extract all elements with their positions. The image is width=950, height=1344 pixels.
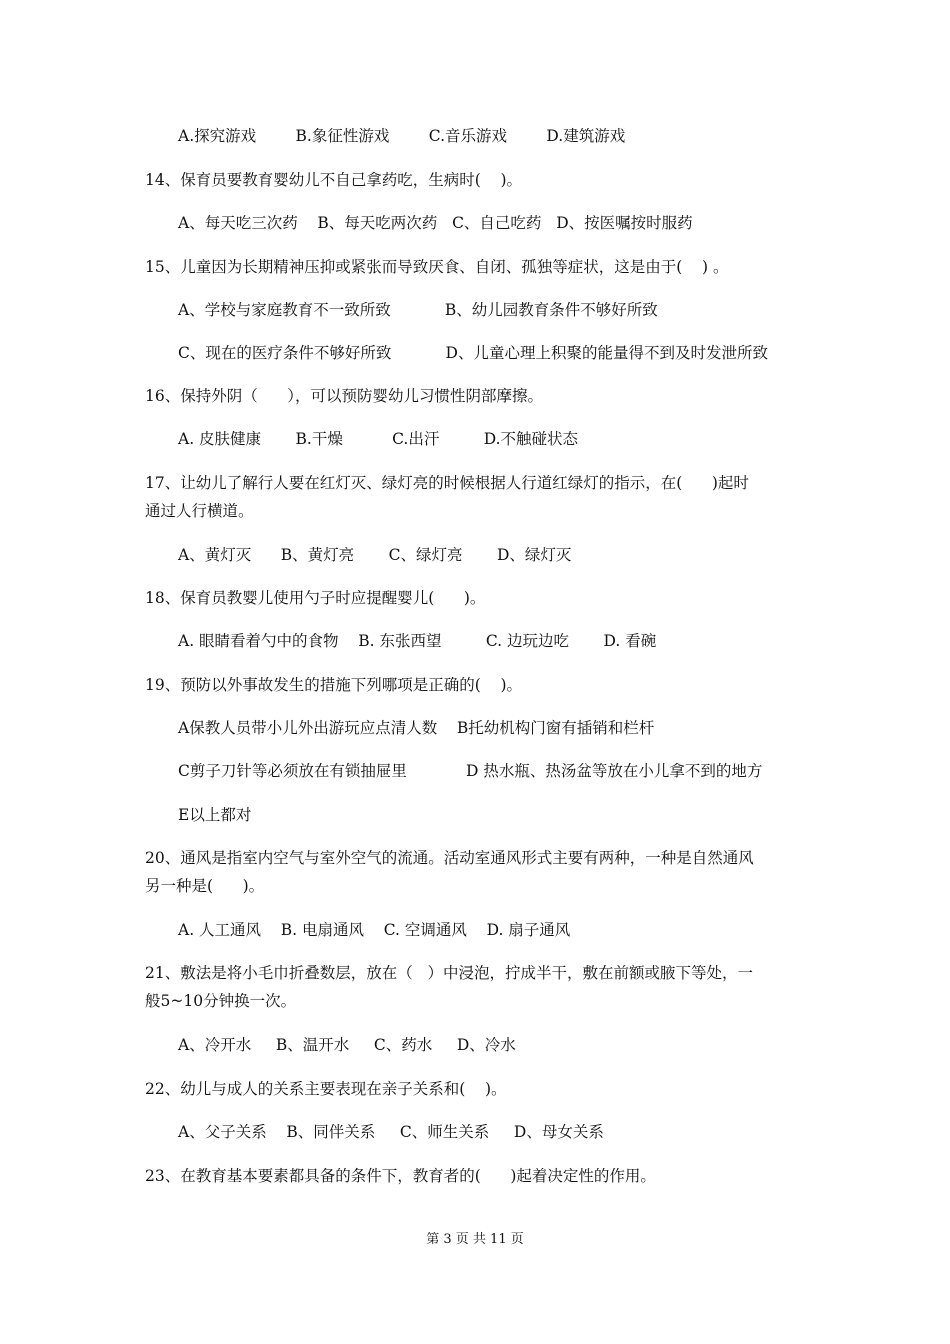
question-17-cont: 通过人行横道。	[145, 502, 254, 520]
page-footer: 第 3 页 共 11 页	[426, 1232, 524, 1247]
answer-options: E以上都对	[178, 806, 252, 824]
answer-options: A. 眼睛看着勺中的食物 B. 东张西望 C. 边玩边吃 D. 看碗	[178, 632, 657, 650]
answer-options: C、现在的医疗条件不够好所致 D、儿童心理上积聚的能量得不到及时发泄所致	[178, 344, 768, 362]
question-21: 21、敷法是将小毛巾折叠数层，放在（ ）中浸泡，拧成半干，敷在前额或腋下等处，一	[145, 964, 754, 982]
question-14: 14、保育员要教育婴幼儿不自己拿药吃，生病时( )。	[145, 171, 523, 189]
question-16: 16、保持外阴（ ），可以预防婴幼儿习惯性阴部摩擦。	[145, 387, 544, 405]
question-20-cont: 另一种是( )。	[145, 877, 265, 895]
question-15: 15、儿童因为长期精神压抑或紧张而导致厌食、自闭、孤独等症状，这是由于( ) 。	[145, 258, 729, 276]
answer-options: A、每天吃三次药 B、每天吃两次药 C、自己吃药 D、按医嘱按时服药	[178, 214, 693, 232]
answer-options: C剪子刀针等必须放在有锁抽屉里 D 热水瓶、热汤盆等放在小儿拿不到的地方	[178, 762, 763, 780]
answer-options: A. 人工通风 B. 电扇通风 C. 空调通风 D. 扇子通风	[178, 921, 571, 939]
answer-options: A保教人员带小儿外出游玩应点清人数 B托幼机构门窗有插销和栏杆	[178, 719, 655, 737]
question-22: 22、幼儿与成人的关系主要表现在亲子关系和( )。	[145, 1080, 507, 1098]
answer-options: A、黄灯灭 B、黄灯亮 C、绿灯亮 D、绿灯灭	[178, 546, 572, 564]
answer-options: A. 皮肤健康 B.干燥 C.出汗 D.不触碰状态	[178, 430, 579, 448]
answer-options: A.探究游戏 B.象征性游戏 C.音乐游戏 D.建筑游戏	[178, 127, 626, 145]
answer-options: A、父子关系 B、同伴关系 C、师生关系 D、母女关系	[178, 1123, 604, 1141]
question-17: 17、让幼儿了解行人要在红灯灭、绿灯亮的时候根据人行道红绿灯的指示，在( )起时	[145, 474, 749, 492]
question-20: 20、通风是指室内空气与室外空气的流通。活动室通风形式主要有两种，一种是自然通风	[145, 849, 754, 867]
question-18: 18、保育员教婴儿使用勺子时应提醒婴儿( )。	[145, 589, 486, 607]
question-23: 23、在教育基本要素都具备的条件下，教育者的( )起着决定性的作用。	[145, 1167, 656, 1185]
answer-options: A、学校与家庭教育不一致所致 B、幼儿园教育条件不够好所致	[178, 301, 658, 319]
question-21-cont: 般5~10分钟换一次。	[145, 992, 297, 1010]
question-19: 19、预防以外事故发生的措施下列哪项是正确的( )。	[145, 676, 523, 694]
answer-options: A、冷开水 B、温开水 C、药水 D、冷水	[178, 1036, 516, 1054]
